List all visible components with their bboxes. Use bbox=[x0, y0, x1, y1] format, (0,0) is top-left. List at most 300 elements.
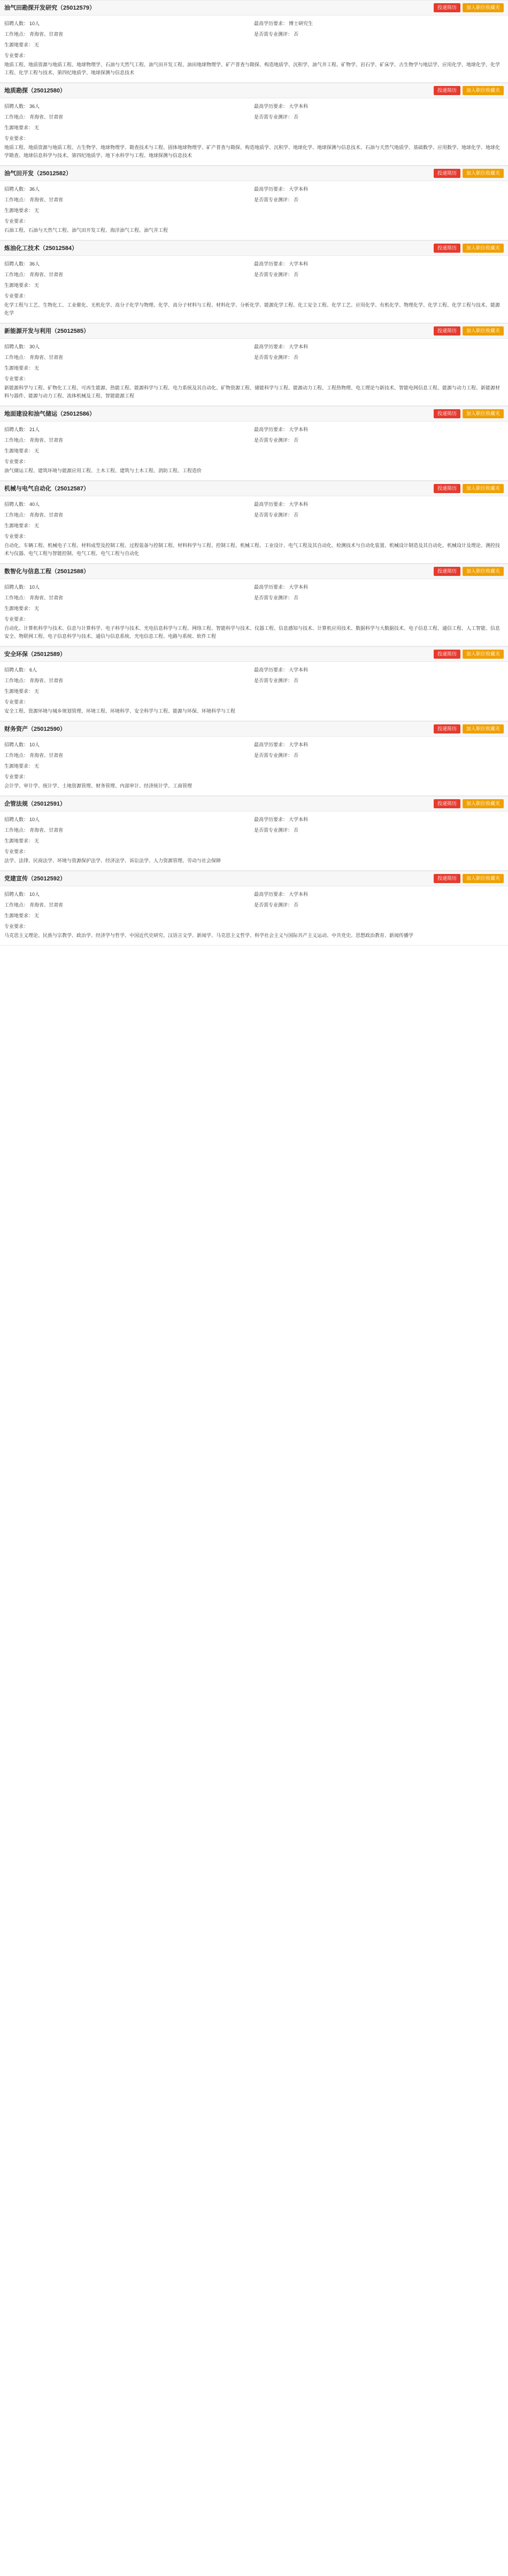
job-row-workplace-assessment bbox=[4, 825, 504, 836]
origin-label: 生源地要求： bbox=[4, 365, 34, 371]
assessment-field bbox=[254, 511, 504, 519]
job-card-body bbox=[0, 886, 508, 943]
assessment-label: 是否需专业测评： bbox=[254, 32, 293, 37]
workplace-field bbox=[4, 196, 254, 204]
headcount-field bbox=[4, 426, 254, 433]
education-field bbox=[254, 185, 504, 193]
headcount-label: 招聘人数： bbox=[4, 584, 29, 590]
major-requirement-block bbox=[4, 697, 504, 717]
add-to-favorites-button[interactable]: 加入职位收藏夹 bbox=[463, 3, 504, 12]
submit-resume-button[interactable]: 投递简历 bbox=[434, 650, 460, 659]
assessment-value: 否 bbox=[294, 512, 299, 518]
job-title: 地面建设和油气储运（25012586） bbox=[4, 410, 95, 417]
education-value: 大学本科 bbox=[289, 892, 309, 897]
origin-label: 生源地要求： bbox=[4, 125, 34, 130]
job-row-origin bbox=[4, 761, 504, 771]
job-row-headcount-education bbox=[4, 814, 504, 825]
assessment-label: 是否需专业测评： bbox=[254, 355, 293, 360]
workplace-field bbox=[4, 354, 254, 361]
job-row-origin bbox=[4, 363, 504, 373]
job-row-origin bbox=[4, 280, 504, 291]
education-label: 最高学历要求： bbox=[254, 584, 288, 590]
job-list-page bbox=[0, 0, 508, 946]
assessment-label: 是否需专业测评： bbox=[254, 114, 293, 120]
major-label: 专业要求： bbox=[4, 534, 29, 539]
origin-label: 生源地要求： bbox=[4, 523, 34, 528]
job-card-actions bbox=[434, 326, 504, 335]
job-title: 油气田开发（25012582） bbox=[4, 170, 72, 177]
job-row-workplace-assessment bbox=[4, 750, 504, 761]
major-requirement-block bbox=[4, 373, 504, 402]
education-field bbox=[254, 583, 504, 591]
major-requirement-block bbox=[4, 921, 504, 942]
major-label: 专业要求： bbox=[4, 849, 29, 854]
job-row-workplace-assessment bbox=[4, 194, 504, 205]
origin-field bbox=[4, 605, 254, 612]
origin-value: 无 bbox=[34, 689, 40, 694]
job-row-workplace-assessment bbox=[4, 352, 504, 363]
job-card-header bbox=[0, 481, 508, 496]
headcount-value: 36人 bbox=[29, 186, 40, 192]
job-row-origin bbox=[4, 910, 504, 921]
origin-value: 无 bbox=[34, 125, 40, 130]
add-to-favorites-button[interactable]: 加入职位收藏夹 bbox=[463, 169, 504, 178]
workplace-field bbox=[4, 677, 254, 684]
job-row-origin bbox=[4, 446, 504, 456]
job-row-origin bbox=[4, 122, 504, 133]
headcount-value: 10人 bbox=[29, 742, 40, 747]
assessment-value: 否 bbox=[294, 828, 299, 833]
assessment-value: 否 bbox=[294, 678, 299, 683]
assessment-field bbox=[254, 752, 504, 759]
add-to-favorites-button[interactable]: 加入职位收藏夹 bbox=[463, 724, 504, 733]
job-card bbox=[0, 240, 508, 323]
workplace-value: 青海省、甘肃省 bbox=[29, 828, 64, 833]
workplace-value: 青海省、甘肃省 bbox=[29, 753, 64, 758]
job-row-headcount-education bbox=[4, 18, 504, 29]
headcount-field bbox=[4, 501, 254, 508]
headcount-value: 40人 bbox=[29, 502, 40, 507]
headcount-label: 招聘人数： bbox=[4, 104, 29, 109]
job-card-actions bbox=[434, 874, 504, 883]
job-row-workplace-assessment bbox=[4, 592, 504, 603]
headcount-value: 10人 bbox=[29, 817, 40, 822]
assessment-field bbox=[254, 594, 504, 602]
headcount-label: 招聘人数： bbox=[4, 817, 29, 822]
origin-value: 无 bbox=[34, 763, 40, 769]
job-row-origin bbox=[4, 205, 504, 216]
job-row-origin bbox=[4, 686, 504, 697]
origin-field bbox=[4, 912, 254, 919]
major-requirement-block bbox=[4, 133, 504, 162]
job-title: 企管法规（25012591） bbox=[4, 800, 66, 807]
job-card bbox=[0, 406, 508, 481]
assessment-label: 是否需专业测评： bbox=[254, 828, 293, 833]
headcount-label: 招聘人数： bbox=[4, 186, 29, 192]
education-value: 大学本科 bbox=[289, 427, 309, 432]
education-label: 最高学历要求： bbox=[254, 742, 288, 747]
origin-value: 无 bbox=[34, 838, 40, 844]
headcount-field bbox=[4, 260, 254, 268]
education-label: 最高学历要求： bbox=[254, 817, 288, 822]
add-to-favorites-button[interactable]: 加入职位收藏夹 bbox=[463, 650, 504, 659]
job-title: 炼油化工技术（25012584） bbox=[4, 245, 78, 252]
headcount-value: 6人 bbox=[29, 667, 37, 673]
education-value: 大学本科 bbox=[289, 344, 309, 349]
assessment-field bbox=[254, 677, 504, 684]
workplace-label: 工作地点： bbox=[4, 753, 29, 758]
job-card-body bbox=[0, 339, 508, 403]
submit-resume-button[interactable]: 投递简历 bbox=[434, 326, 460, 335]
workplace-value: 青海省、甘肃省 bbox=[29, 595, 64, 600]
major-requirement-block bbox=[4, 456, 504, 477]
job-card-body bbox=[0, 496, 508, 561]
assessment-label: 是否需专业测评： bbox=[254, 272, 293, 277]
job-row-workplace-assessment bbox=[4, 435, 504, 446]
job-card-actions bbox=[434, 86, 504, 95]
assessment-value: 否 bbox=[294, 902, 299, 908]
origin-field bbox=[4, 282, 254, 289]
headcount-value: 36人 bbox=[29, 104, 40, 109]
job-card-actions bbox=[434, 724, 504, 733]
job-card bbox=[0, 564, 508, 646]
job-title: 地质勘探（25012580） bbox=[4, 87, 66, 94]
job-row-workplace-assessment bbox=[4, 675, 504, 686]
workplace-field bbox=[4, 271, 254, 278]
major-label: 专业要求： bbox=[4, 774, 29, 779]
workplace-value: 青海省、甘肃省 bbox=[29, 32, 64, 37]
job-card-actions bbox=[434, 169, 504, 178]
job-card-list bbox=[0, 0, 508, 946]
origin-label: 生源地要求： bbox=[4, 283, 34, 288]
origin-value: 无 bbox=[34, 283, 40, 288]
workplace-value: 青海省、甘肃省 bbox=[29, 512, 64, 518]
education-label: 最高学历要求： bbox=[254, 344, 288, 349]
job-card-actions bbox=[434, 244, 504, 253]
headcount-field bbox=[4, 741, 254, 748]
headcount-value: 36人 bbox=[29, 261, 40, 267]
headcount-label: 招聘人数： bbox=[4, 667, 29, 673]
job-row-origin bbox=[4, 40, 504, 50]
headcount-field bbox=[4, 583, 254, 591]
submit-resume-button[interactable]: 投递简历 bbox=[434, 244, 460, 253]
job-row-workplace-assessment bbox=[4, 269, 504, 280]
workplace-label: 工作地点： bbox=[4, 678, 29, 683]
education-value: 大学本科 bbox=[289, 817, 309, 822]
job-row-workplace-assessment bbox=[4, 112, 504, 122]
workplace-label: 工作地点： bbox=[4, 32, 29, 37]
job-card-body bbox=[0, 256, 508, 321]
job-row-origin bbox=[4, 520, 504, 531]
job-title: 财务资产（25012590） bbox=[4, 725, 66, 732]
add-to-favorites-button[interactable]: 加入职位收藏夹 bbox=[463, 484, 504, 493]
origin-value: 无 bbox=[34, 523, 40, 528]
major-value: 会计学、审计学、统计学、土地资源管理、财务管理、内部审计、经济统计学、工商管理 bbox=[4, 783, 193, 789]
assessment-value: 否 bbox=[294, 197, 299, 202]
headcount-label: 招聘人数： bbox=[4, 21, 29, 26]
workplace-label: 工作地点： bbox=[4, 197, 29, 202]
education-value: 大学本科 bbox=[289, 502, 309, 507]
add-to-favorites-button[interactable]: 加入职位收藏夹 bbox=[463, 86, 504, 95]
assessment-value: 否 bbox=[294, 272, 299, 277]
origin-field bbox=[4, 447, 254, 455]
education-label: 最高学历要求： bbox=[254, 427, 288, 432]
assessment-field bbox=[254, 196, 504, 204]
education-field bbox=[254, 741, 504, 748]
major-value: 自动化、计算机科学与技术、信息与计算科学、电子科学与技术、光电信息科学与工程、网络工程、智能科学与技术、仪器工程、信息感知与技术、计算机应用技术、数据科学与大数据技术、电子信息工程、通信工程、人工智能、信息安全、物联网工程、电子信息科学与技术、通信与信息系统、光电信息工程、电路与系统、软件工程 bbox=[4, 626, 501, 639]
assessment-label: 是否需专业测评： bbox=[254, 902, 293, 908]
origin-field bbox=[4, 837, 254, 845]
add-to-favorites-button[interactable]: 加入职位收藏夹 bbox=[463, 244, 504, 253]
job-row-workplace-assessment bbox=[4, 900, 504, 910]
origin-field bbox=[4, 124, 254, 131]
assessment-field bbox=[254, 30, 504, 38]
origin-field bbox=[4, 41, 254, 49]
assessment-label: 是否需专业测评： bbox=[254, 438, 293, 443]
workplace-field bbox=[4, 752, 254, 759]
education-field bbox=[254, 20, 504, 27]
education-field bbox=[254, 426, 504, 433]
origin-label: 生源地要求： bbox=[4, 606, 34, 611]
job-card bbox=[0, 323, 508, 406]
major-requirement-block bbox=[4, 216, 504, 237]
job-card-actions bbox=[434, 484, 504, 493]
origin-field bbox=[4, 688, 254, 695]
major-label: 专业要求： bbox=[4, 924, 29, 929]
education-value: 大学本科 bbox=[289, 261, 309, 267]
education-label: 最高学历要求： bbox=[254, 104, 288, 109]
add-to-favorites-button[interactable]: 加入职位收藏夹 bbox=[463, 799, 504, 808]
job-card-header bbox=[0, 166, 508, 181]
education-field bbox=[254, 816, 504, 823]
job-card-body bbox=[0, 181, 508, 238]
job-card-body bbox=[0, 421, 508, 478]
headcount-label: 招聘人数： bbox=[4, 742, 29, 747]
education-value: 大学本科 bbox=[289, 584, 309, 590]
origin-label: 生源地要求： bbox=[4, 763, 34, 769]
job-card-header bbox=[0, 83, 508, 98]
assessment-field bbox=[254, 354, 504, 361]
origin-label: 生源地要求： bbox=[4, 689, 34, 694]
job-row-headcount-education bbox=[4, 424, 504, 435]
education-field bbox=[254, 260, 504, 268]
assessment-field bbox=[254, 271, 504, 278]
submit-resume-button[interactable]: 投递简历 bbox=[434, 567, 460, 576]
assessment-label: 是否需专业测评： bbox=[254, 753, 293, 758]
major-value: 石油工程、石油与天然气工程、油气田开发工程、海洋油气工程、油气井工程 bbox=[4, 228, 168, 233]
job-row-headcount-education bbox=[4, 739, 504, 750]
job-title: 新能源开发与利用（25012585） bbox=[4, 327, 89, 334]
assessment-field bbox=[254, 113, 504, 121]
major-label: 专业要求： bbox=[4, 136, 29, 141]
workplace-label: 工作地点： bbox=[4, 272, 29, 277]
job-card bbox=[0, 871, 508, 946]
assessment-value: 否 bbox=[294, 114, 299, 120]
job-title: 数智化与信息工程（25012588） bbox=[4, 568, 89, 575]
job-row-origin bbox=[4, 836, 504, 846]
major-value: 地质工程、地质资源与地质工程、地球物理学、石油与天然气工程、油气田开发工程、油田地球物理学、矿产普查与勘探、构造地质学、沉积学、油气井工程、矿物学、岩石学、矿床学、古生物学与地层学、应用化学、地球化学、化学工程、化学工程与技术、第四纪地质学、地球探测与信息技术 bbox=[4, 62, 501, 75]
education-field bbox=[254, 103, 504, 110]
major-value: 地质工程、地质资源与地质工程、古生物学、地球物理学、勘查技术与工程、固体地球物理学、矿产普查与勘探、构造地质学、沉积学、地球化学、地球探测与信息技术、石油与天然气地质学、基础数学、应用数学、地球化学、地球化学勘查、地球信息科学与技术、第四纪地质学、地下水科学与工程、地球探测与信息技术 bbox=[4, 145, 501, 158]
workplace-value: 青海省、甘肃省 bbox=[29, 902, 64, 908]
education-value: 大学本科 bbox=[289, 667, 309, 673]
job-row-headcount-education bbox=[4, 665, 504, 675]
assessment-value: 否 bbox=[294, 753, 299, 758]
assessment-label: 是否需专业测评： bbox=[254, 595, 293, 600]
major-value: 法学、法律、民商法学、环境与资源保护法学、经济法学、诉讼法学、人力资源管理、劳动与社会保障 bbox=[4, 858, 221, 863]
job-card-header bbox=[0, 721, 508, 737]
major-label: 专业要求： bbox=[4, 699, 29, 705]
major-label: 专业要求： bbox=[4, 293, 29, 299]
job-card-actions bbox=[434, 567, 504, 576]
origin-label: 生源地要求： bbox=[4, 42, 34, 48]
headcount-field bbox=[4, 343, 254, 350]
education-label: 最高学历要求： bbox=[254, 261, 288, 267]
major-value: 化学工程与工艺、生物化工、工业催化、无机化学、高分子化学与物理、化学、高分子材料与工程、材料化学、分析化学、能源化学工程、化工安全工程、化学工艺、应用化学、有机化学、物理化学、化学工程、化学工程与技术、能源化学 bbox=[4, 302, 501, 316]
job-title: 机械与电气自动化（25012587） bbox=[4, 485, 89, 492]
headcount-value: 10人 bbox=[29, 21, 40, 26]
assessment-value: 否 bbox=[294, 438, 299, 443]
job-title: 党建宣传（25012592） bbox=[4, 875, 66, 882]
job-card-body bbox=[0, 811, 508, 868]
job-row-headcount-education bbox=[4, 499, 504, 510]
workplace-field bbox=[4, 594, 254, 602]
education-field bbox=[254, 666, 504, 674]
major-value: 油气储运工程、建筑环境与能源应用工程、土木工程、建筑与土木工程、消防工程、工程造价 bbox=[4, 468, 202, 473]
major-label: 专业要求： bbox=[4, 218, 29, 224]
headcount-field bbox=[4, 891, 254, 898]
assessment-field bbox=[254, 901, 504, 909]
workplace-value: 青海省、甘肃省 bbox=[29, 678, 64, 683]
submit-resume-button[interactable]: 投递简历 bbox=[434, 3, 460, 12]
workplace-label: 工作地点： bbox=[4, 438, 29, 443]
job-card-body bbox=[0, 579, 508, 644]
job-card bbox=[0, 721, 508, 796]
job-card-body bbox=[0, 662, 508, 719]
workplace-field bbox=[4, 511, 254, 519]
assessment-field bbox=[254, 436, 504, 444]
job-card bbox=[0, 646, 508, 721]
submit-resume-button[interactable]: 投递简历 bbox=[434, 799, 460, 808]
job-row-workplace-assessment bbox=[4, 29, 504, 40]
job-row-headcount-education bbox=[4, 259, 504, 269]
major-requirement-block bbox=[4, 614, 504, 643]
major-requirement-block bbox=[4, 846, 504, 867]
assessment-label: 是否需专业测评： bbox=[254, 678, 293, 683]
job-card-header bbox=[0, 796, 508, 811]
headcount-label: 招聘人数： bbox=[4, 344, 29, 349]
education-value: 博士研究生 bbox=[289, 21, 313, 26]
job-card-body bbox=[0, 98, 508, 163]
major-label: 专业要求： bbox=[4, 616, 29, 622]
headcount-field bbox=[4, 20, 254, 27]
assessment-label: 是否需专业测评： bbox=[254, 197, 293, 202]
job-card bbox=[0, 0, 508, 83]
workplace-label: 工作地点： bbox=[4, 114, 29, 120]
job-card bbox=[0, 166, 508, 240]
origin-value: 无 bbox=[34, 42, 40, 48]
job-card-header bbox=[0, 323, 508, 339]
workplace-value: 青海省、甘肃省 bbox=[29, 272, 64, 277]
origin-field bbox=[4, 762, 254, 770]
education-label: 最高学历要求： bbox=[254, 21, 288, 26]
add-to-favorites-button[interactable]: 加入职位收藏夹 bbox=[463, 326, 504, 335]
job-card-actions bbox=[434, 409, 504, 418]
assessment-value: 否 bbox=[294, 355, 299, 360]
add-to-favorites-button[interactable]: 加入职位收藏夹 bbox=[463, 874, 504, 883]
submit-resume-button[interactable]: 投递简历 bbox=[434, 874, 460, 883]
job-card-actions bbox=[434, 3, 504, 12]
workplace-label: 工作地点： bbox=[4, 902, 29, 908]
assessment-label: 是否需专业测评： bbox=[254, 512, 293, 518]
major-value: 安全工程、资源环境与城乡规划管理、环境工程、环境科学、安全科学与工程、能源与环保、环境科学与工程 bbox=[4, 708, 236, 714]
origin-value: 无 bbox=[34, 913, 40, 918]
headcount-field bbox=[4, 103, 254, 110]
headcount-label: 招聘人数： bbox=[4, 427, 29, 432]
education-value: 大学本科 bbox=[289, 742, 309, 747]
job-card-actions bbox=[434, 799, 504, 808]
education-label: 最高学历要求： bbox=[254, 502, 288, 507]
submit-resume-button[interactable]: 投递简历 bbox=[434, 409, 460, 418]
job-row-workplace-assessment bbox=[4, 510, 504, 520]
job-card-body bbox=[0, 15, 508, 80]
origin-label: 生源地要求： bbox=[4, 208, 34, 213]
headcount-field bbox=[4, 185, 254, 193]
submit-resume-button[interactable]: 投递简历 bbox=[434, 724, 460, 733]
headcount-label: 招聘人数： bbox=[4, 261, 29, 267]
job-card-header bbox=[0, 0, 508, 15]
workplace-field bbox=[4, 901, 254, 909]
workplace-value: 青海省、甘肃省 bbox=[29, 355, 64, 360]
workplace-field bbox=[4, 30, 254, 38]
education-field bbox=[254, 891, 504, 898]
job-card-actions bbox=[434, 650, 504, 659]
education-value: 大学本科 bbox=[289, 186, 309, 192]
education-value: 大学本科 bbox=[289, 104, 309, 109]
origin-field bbox=[4, 364, 254, 372]
major-label: 专业要求： bbox=[4, 53, 29, 58]
headcount-value: 21人 bbox=[29, 427, 40, 432]
headcount-value: 10人 bbox=[29, 584, 40, 590]
assessment-value: 否 bbox=[294, 32, 299, 37]
origin-value: 无 bbox=[34, 606, 40, 611]
workplace-label: 工作地点： bbox=[4, 828, 29, 833]
major-value: 新能源科学与工程、矿物化工工程、可再生能源、热能工程、能源科学与工程、电力系统及其自动化、矿物资源工程、储能科学与工程、能源动力工程、工程热物理、电工理论与新技术、智能电网信息工程、能源与动力工程、新能源材料与器件、能源与动力工程、流体机械及工程、智能能源工程 bbox=[4, 385, 501, 399]
education-label: 最高学历要求： bbox=[254, 186, 288, 192]
major-label: 专业要求： bbox=[4, 376, 29, 381]
headcount-field bbox=[4, 816, 254, 823]
submit-resume-button[interactable]: 投递简历 bbox=[434, 484, 460, 493]
submit-resume-button[interactable]: 投递简历 bbox=[434, 169, 460, 178]
education-field bbox=[254, 343, 504, 350]
headcount-label: 招聘人数： bbox=[4, 892, 29, 897]
major-requirement-block bbox=[4, 531, 504, 560]
workplace-field bbox=[4, 826, 254, 834]
origin-label: 生源地要求： bbox=[4, 838, 34, 844]
job-title: 安全环保（25012589） bbox=[4, 651, 66, 658]
major-requirement-block bbox=[4, 771, 504, 792]
job-row-headcount-education bbox=[4, 341, 504, 352]
workplace-label: 工作地点： bbox=[4, 512, 29, 518]
add-to-favorites-button[interactable]: 加入职位收藏夹 bbox=[463, 409, 504, 418]
job-card-body bbox=[0, 737, 508, 793]
submit-resume-button[interactable]: 投递简历 bbox=[434, 86, 460, 95]
origin-value: 无 bbox=[34, 208, 40, 213]
workplace-field bbox=[4, 436, 254, 444]
education-label: 最高学历要求： bbox=[254, 667, 288, 673]
workplace-value: 青海省、甘肃省 bbox=[29, 114, 64, 120]
add-to-favorites-button[interactable]: 加入职位收藏夹 bbox=[463, 567, 504, 576]
